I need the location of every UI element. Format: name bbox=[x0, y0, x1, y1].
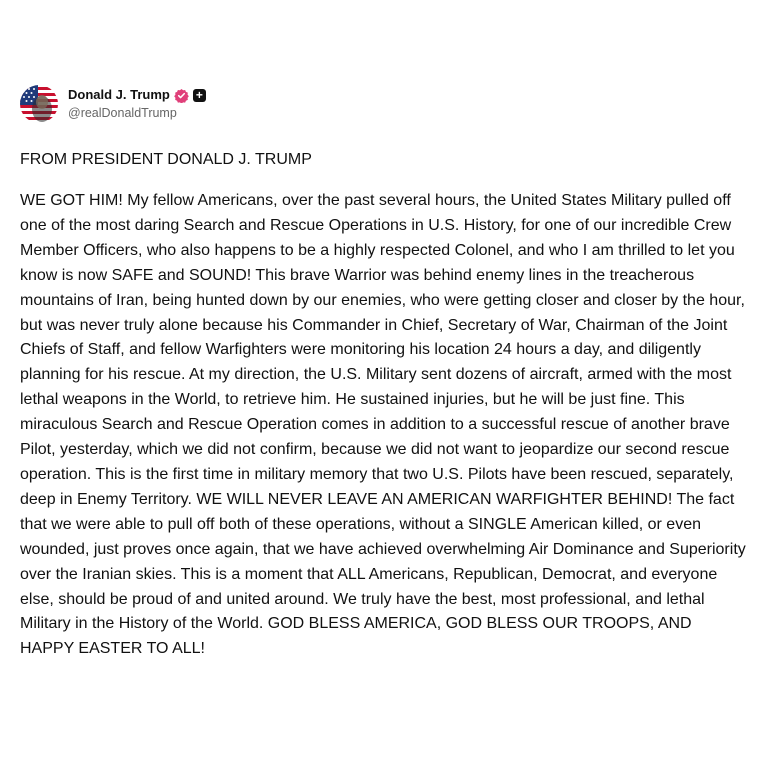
post-card bbox=[20, 84, 748, 662]
post-headline: FROM PRESIDENT DONALD J. TRUMP bbox=[20, 151, 312, 168]
author-info bbox=[68, 87, 206, 121]
author-name-row bbox=[68, 87, 206, 103]
avatar[interactable] bbox=[20, 85, 58, 123]
author-handle[interactable]: @realDonaldTrump bbox=[68, 105, 177, 120]
author-display-name[interactable]: Donald J. Trump bbox=[68, 87, 170, 103]
plus-badge-icon: + bbox=[193, 89, 206, 102]
post-header bbox=[20, 84, 748, 124]
post-body-text: WE GOT HIM! My fellow Americans, over the past several hours, the United States Military pulled off one of the most daring Search and Rescue Operations in U.S. History, for one of our incredible Crew Member Officers, who also happens to be a highly respected Colonel, and who I am thrilled to let you know is now SAFE and SOUND! This brave Warrior was behind enemy lines in the treacherous mountains of Iran, being hunted down by our enemies, who were getting closer and closer by the hour, but was never truly alone because his Commander in Chief, Secretary of War, Chairman of the Joint Chiefs of Staff, and fellow Warfighters were monitoring his location 24 hours a day, and diligently planning for his rescue. At my direction, the U.S. Military sent dozens of aircraft, armed with the most lethal weapons in the World, to retrieve him. He sustained injuries, but he will be just fine. This miraculous Search and Rescue Operation comes in addition to a successful rescue of another brave Pilot, yesterday, which we did not confirm, because we did not want to jeopardize our second rescue operation. This is the first time in military memory that two U.S. Pilots have been rescued, separately, deep in Enemy Territory. WE WILL NEVER LEAVE AN AMERICAN WARFIGHTER BEHIND! The fact that we were able to pull off both of these operations, without a SINGLE American killed, or even wounded, just proves once again, that we have achieved overwhelming Air Dominance and Superiority over the Iranian skies. This is a moment that ALL Americans, Republican, Democrat, and everyone else, should be proud of and united around. We truly have the best, most professional, and lethal Military in the History of the World. GOD BLESS AMERICA, GOD BLESS OUR TROOPS, AND HAPPY EASTER TO ALL! bbox=[20, 192, 746, 658]
avatar-flag-image bbox=[20, 85, 58, 123]
verified-badge-icon bbox=[174, 88, 189, 103]
